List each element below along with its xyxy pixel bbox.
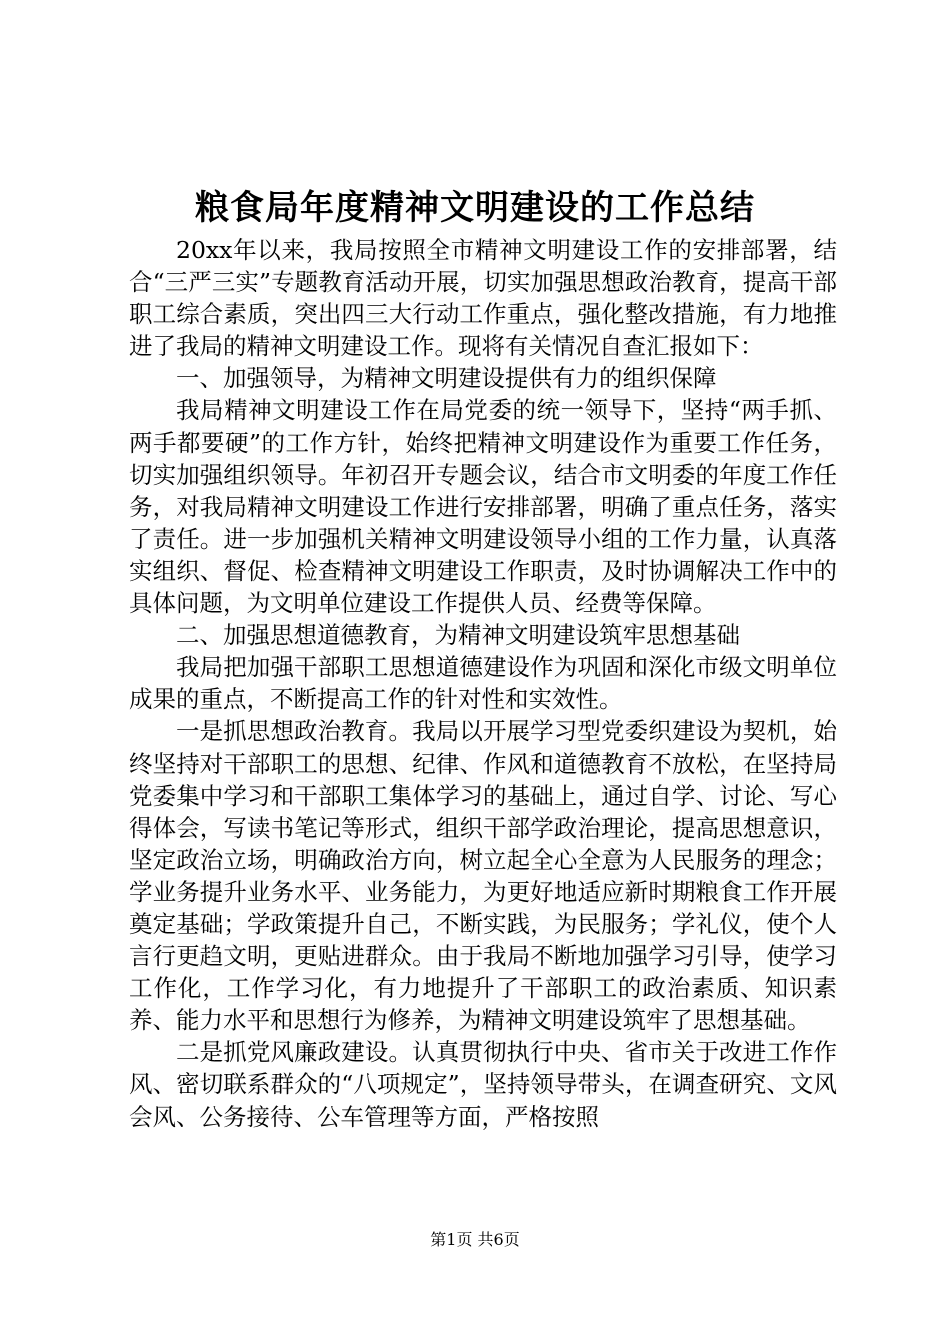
document-title: 粮食局年度精神文明建设的工作总结 (195, 188, 755, 228)
section-heading-1: 一、加强领导，为精神文明建设提供有力的组织保障 (176, 364, 717, 393)
body-paragraph: 我局把加强干部职工思想道德建设作为巩固和深化市级文明单位成果的重点，不断提高工作的针对性和实效性。 (129, 653, 837, 714)
body-paragraph: 我局精神文明建设工作在局党委的统一领导下，坚持“两手抓、两手都要硬”的工作方针，始终把精神文明建设作为重要工作任务，切实加强组织领导。年初召开专题会议，结合市文明委的年度工作任务，对我局精神文明建设工作进行安排部署，明确了重点任务，落实了责任。进一步加强机关精神文明建设领导小组的工作力量，认真落实组织、督促、检查精神文明建设工作职责，及时协调解决工作中的具体问题，为文明单位建设工作提供人员、经费等保障。 (129, 396, 837, 618)
body-paragraph: 二是抓党风廉政建设。认真贯彻执行中央、省市关于改进工作作风、密切联系群众的“八项规定”，坚持领导带头，在调查研究、文风会风、公务接待、公车管理等方面，严格按照 (129, 1038, 837, 1131)
page-number-footer: 第1页 共6页 (430, 1230, 520, 1249)
document-body (129, 234, 837, 1133)
body-paragraph: 一是抓思想政治教育。我局以开展学习型党委织建设为契机，始终坚持对干部职工的思想、纪律、作风和道德教育不放松，在坚持局党委集中学习和干部职工集体学习的基础上，通过自学、讨论、写心得体会，写读书笔记等形式，组织干部学政治理论，提高思想意识，坚定政治立场，明确政治方向，树立起全心全意为人民服务的理念；学业务提升业务水平、业务能力，为更好地适应新时期粮食工作开展奠定基础；学政策提升自己，不断实践，为民服务；学礼仪，使个人言行更趋文明，更贴进群众。由于我局不断地加强学习引导，使学习工作化，工作学习化，有力地提升了干部职工的政治素质、知识素养、能力水平和思想行为修养，为精神文明建设筑牢了思想基础。 (129, 717, 837, 1035)
intro-paragraph: 20xx年以来，我局按照全市精神文明建设工作的安排部署，结合“三严三实”专题教育活动开展，切实加强思想政治教育，提高干部职工综合素质，突出四三大行动工作重点，强化整改措施，有力地推进了我局的精神文明建设工作。现将有关情况自查汇报如下： (129, 236, 837, 361)
section-heading-2: 二、加强思想道德教育，为精神文明建设筑牢思想基础 (176, 621, 740, 650)
